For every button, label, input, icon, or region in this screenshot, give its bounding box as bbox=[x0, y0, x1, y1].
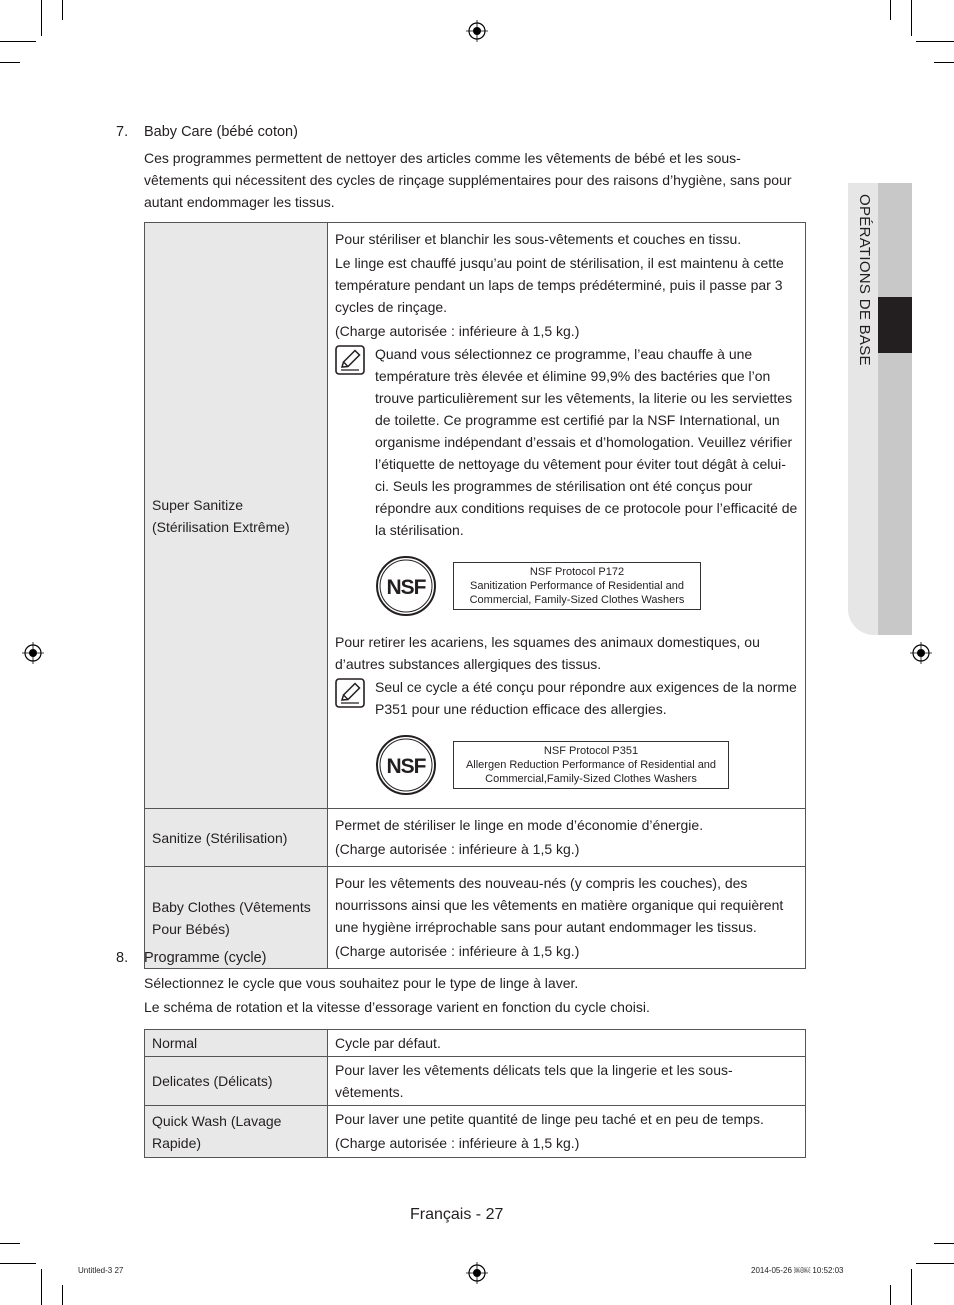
print-timestamp: 2014-05-26 ￼￼ 10:52:03 bbox=[751, 1266, 844, 1275]
description-text: Pour laver les vêtements délicats tels que la lingerie et les sous-vêtements. bbox=[335, 1062, 733, 1100]
nsf-protocol-title: NSF Protocol P351 bbox=[543, 745, 639, 757]
nsf-protocol-text: Allergen Reduction Performance of Residential and bbox=[465, 759, 717, 771]
note-text: Quand vous sélectionnez ce programme, l’eau chauffe à une température très élevée et élimine 99,9% des bactéries que l’on trouve particulièrement sur les vêtements, la literie ou les serviettes de toilette. Ce programme est certifié par la NSF International, un organisme indépendant d’essais et d’homologation. Veuillez vérifier l’étiquette de nettoyage du vêtement pour éviter tout dégât à celui-ci. Seuls les programmes de stérilisation ont été conçus pour répondre aux conditions requises de ce protocole pour l’efficacité de la stérilisation. bbox=[375, 346, 798, 538]
description-text: Permet de stériliser le linge en mode d’économie d’énergie. bbox=[335, 817, 704, 833]
section-8-line: Le schéma de rotation et la vitesse d’essorage varient en fonction du cycle choisi. bbox=[144, 999, 650, 1015]
description-text: (Charge autorisée : inférieure à 1,5 kg.) bbox=[335, 943, 580, 959]
description-text: (Charge autorisée : inférieure à 1,5 kg.) bbox=[335, 323, 580, 339]
crop-mark bbox=[916, 1263, 954, 1264]
row-description bbox=[328, 223, 806, 809]
description-text: Cycle par défaut. bbox=[335, 1035, 441, 1051]
crop-mark bbox=[911, 0, 912, 36]
baby-care-table bbox=[144, 222, 806, 969]
chapter-tab-marker bbox=[878, 297, 912, 353]
registration-mark-icon bbox=[466, 20, 488, 42]
table-row bbox=[145, 1057, 806, 1106]
nsf-certification bbox=[375, 553, 798, 619]
chapter-tab-label: OPÉRATIONS DE BASE bbox=[856, 194, 873, 366]
row-label: Quick Wash (Lavage Rapide) bbox=[145, 1106, 328, 1158]
crop-mark bbox=[41, 1269, 42, 1305]
table-row bbox=[145, 1106, 806, 1158]
section-number: 8. bbox=[116, 950, 129, 966]
crop-mark bbox=[0, 62, 20, 63]
section-title: Programme (cycle) bbox=[144, 950, 267, 966]
row-label: Delicates (Délicats) bbox=[145, 1057, 328, 1106]
crop-mark bbox=[890, 0, 891, 20]
svg-text:NSF: NSF bbox=[386, 755, 426, 778]
crop-mark bbox=[890, 1285, 891, 1305]
nsf-protocol-text: Sanitization Performance of Residential and bbox=[469, 580, 684, 592]
description-text: Pour laver une petite quantité de linge peu taché et en peu de temps. bbox=[335, 1111, 764, 1127]
crop-mark bbox=[916, 41, 954, 42]
nsf-certification bbox=[375, 732, 798, 798]
description-text: Pour les vêtements des nouveau-nés (y compris les couches), des nourrissons ainsi que les vêtements en matière organique qui requièrent une hygiène irréprochable sans pour autant endommager les tissus. bbox=[335, 875, 784, 935]
table-row bbox=[145, 223, 806, 809]
section-7-intro: Ces programmes permettent de nettoyer des articles comme les vêtements de bébé et les sous-vêtements qui nécessitent des cycles de rinçage supplémentaires pour des raisons d’hygiène, sans pour autant endommager les tissus. bbox=[144, 150, 792, 210]
crop-mark bbox=[934, 1243, 954, 1244]
registration-mark-icon bbox=[22, 642, 44, 664]
row-label: Super Sanitize (Stérilisation Extrême) bbox=[145, 223, 328, 809]
chapter-tab-strip bbox=[878, 183, 912, 635]
nsf-protocol-title: NSF Protocol P172 bbox=[529, 566, 625, 578]
section-7-heading bbox=[116, 124, 298, 140]
row-description bbox=[328, 1106, 806, 1158]
row-label: Baby Clothes (Vêtements Pour Bébés) bbox=[145, 867, 328, 969]
nsf-protocol-text: Commercial, Family-Sized Clothes Washers bbox=[469, 594, 685, 606]
print-file-info: Untitled-3 27 bbox=[78, 1266, 124, 1275]
nsf-protocol-text: Commercial,Family-Sized Clothes Washers bbox=[485, 773, 697, 785]
table-row bbox=[145, 1030, 806, 1057]
note-block bbox=[335, 343, 798, 541]
page-number: Français - 27 bbox=[410, 1206, 504, 1223]
nsf-protocol-box bbox=[453, 562, 701, 610]
crop-mark bbox=[41, 0, 42, 36]
crop-mark bbox=[0, 1263, 36, 1264]
crop-mark bbox=[0, 41, 36, 42]
note-block bbox=[335, 676, 798, 720]
row-description bbox=[328, 1030, 806, 1057]
description-text: Le linge est chauffé jusqu’au point de stérilisation, il est maintenu à cette température pendant un laps de temps prédéterminé, puis il passe par 3 cycles de rinçage. bbox=[335, 255, 784, 315]
nsf-logo-icon bbox=[375, 734, 437, 796]
crop-mark bbox=[62, 1285, 63, 1305]
registration-mark-icon bbox=[466, 1262, 488, 1284]
registration-mark-icon bbox=[910, 642, 932, 664]
crop-mark bbox=[934, 62, 954, 63]
note-pencil-icon bbox=[335, 678, 365, 708]
crop-mark bbox=[911, 1269, 912, 1305]
section-8-line: Sélectionnez le cycle que vous souhaitez pour le type de linge à laver. bbox=[144, 975, 579, 991]
note-text: Seul ce cycle a été conçu pour répondre aux exigences de la norme P351 pour une réduction efficace des allergies. bbox=[375, 679, 797, 717]
section-title: Baby Care (bébé coton) bbox=[144, 124, 298, 140]
row-description bbox=[328, 867, 806, 969]
description-text: (Charge autorisée : inférieure à 1,5 kg.) bbox=[335, 841, 580, 857]
nsf-logo-icon bbox=[375, 555, 437, 617]
description-text: Pour stériliser et blanchir les sous-vêtements et couches en tissu. bbox=[335, 231, 742, 247]
nsf-protocol-box bbox=[453, 741, 729, 789]
table-row bbox=[145, 809, 806, 867]
row-label: Normal bbox=[145, 1030, 328, 1057]
programme-table bbox=[144, 1029, 806, 1158]
crop-mark bbox=[62, 0, 63, 20]
crop-mark bbox=[0, 1243, 20, 1244]
row-description bbox=[328, 809, 806, 867]
svg-text:NSF: NSF bbox=[386, 576, 426, 599]
row-description bbox=[328, 1057, 806, 1106]
description-text: (Charge autorisée : inférieure à 1,5 kg.) bbox=[335, 1135, 580, 1151]
row-label: Sanitize (Stérilisation) bbox=[145, 809, 328, 867]
section-number: 7. bbox=[116, 124, 129, 140]
note-pencil-icon bbox=[335, 345, 365, 375]
section-8-heading bbox=[116, 950, 266, 966]
description-text: Pour retirer les acariens, les squames des animaux domestiques, ou d’autres substances allergiques des tissus. bbox=[335, 634, 760, 672]
